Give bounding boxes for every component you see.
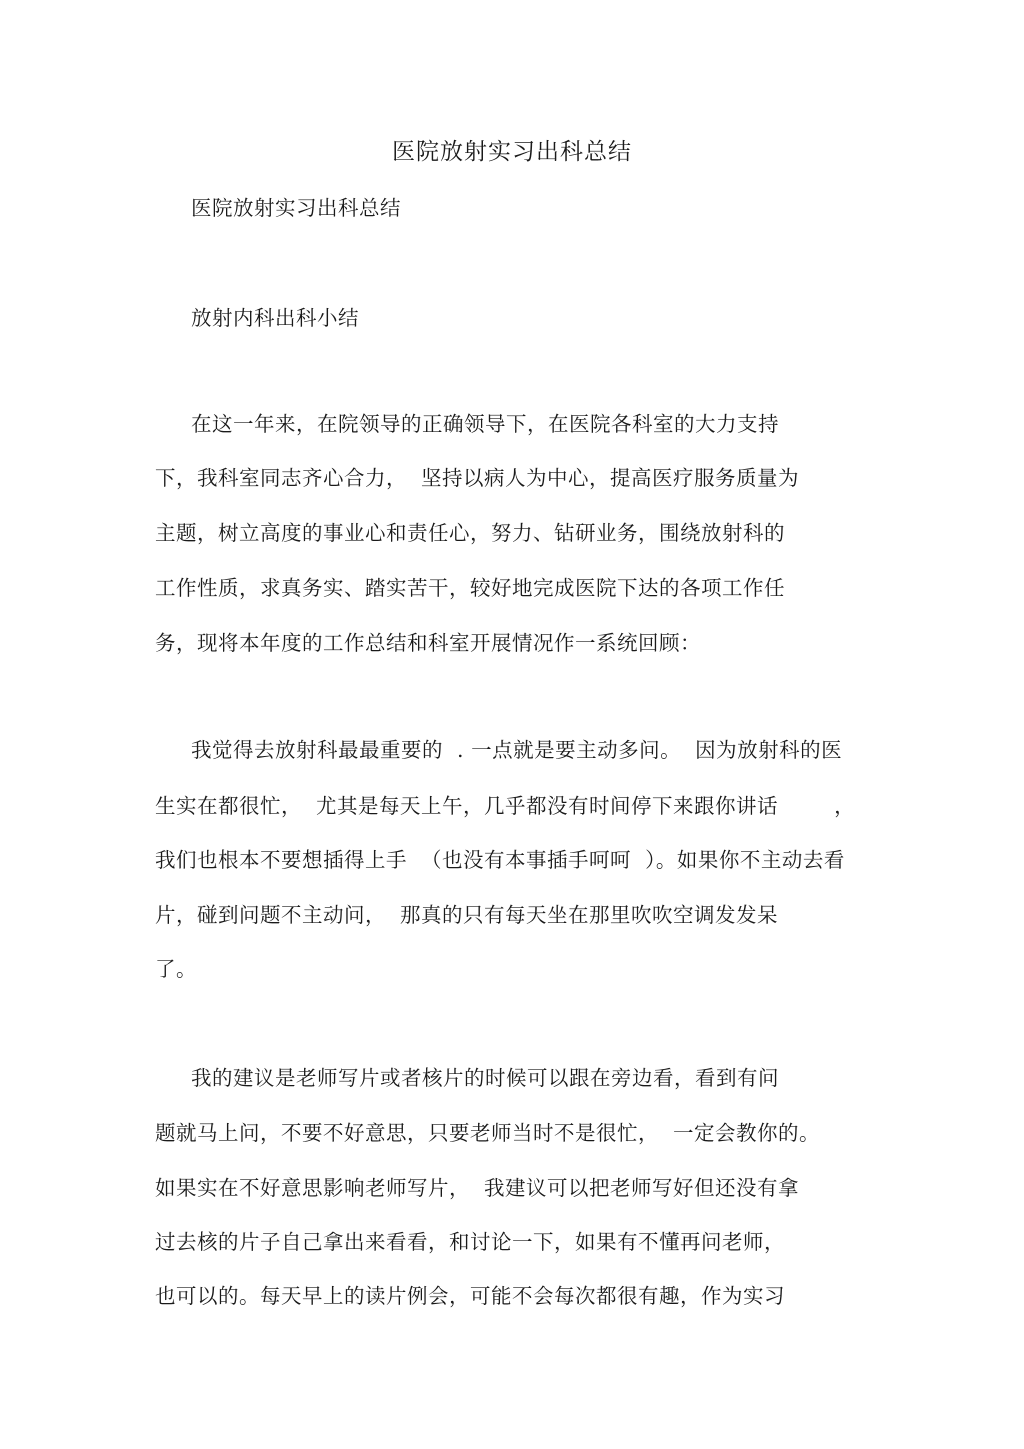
paragraph-line: 在这一年来，在院领导的正确领导下，在医院各科室的大力支持: [191, 412, 779, 436]
paragraph-line: 片，碰到问题不主动问， 那真的只有每天坐在那里吹吹空调发发呆: [155, 903, 779, 927]
paragraph-line: 下，我科室同志齐心合力， 坚持以病人为中心，提高医疗服务质量为: [155, 466, 800, 490]
paragraph-line: 主题，树立高度的事业心和责任心，努力、钻研业务，围绕放射科的: [155, 521, 785, 545]
document-subtitle: 医院放射实习出科总结: [191, 196, 401, 220]
paragraph-line: 了。: [155, 957, 197, 981]
section-heading: 放射内科出科小结: [191, 306, 359, 330]
paragraph-line: 如果实在不好意思影响老师写片， 我建议可以把老师写好但还没有拿: [155, 1176, 800, 1200]
document-title: 医院放射实习出科总结: [392, 139, 632, 165]
paragraph-line: 过去核的片子自己拿出来看看，和讨论一下，如果有不懂再问老师，: [155, 1230, 785, 1254]
paragraph-line: 我的建议是老师写片或者核片的时候可以跟在旁边看，看到有问: [191, 1066, 779, 1090]
paragraph-line: 生实在都很忙， 尤其是每天上午，几乎都没有时间停下来跟你讲话 ，: [155, 794, 856, 818]
paragraph-line: 也可以的。每天早上的读片例会，可能不会每次都很有趣，作为实习: [155, 1284, 785, 1308]
paragraph-line: 题就马上问，不要不好意思，只要老师当时不是很忙， 一定会教你的。: [155, 1121, 821, 1145]
paragraph-line: 我们也根本不要想插得上手 （也没有本事插手呵呵 ）。如果你不主动去看: [155, 848, 845, 872]
paragraph-line: 我觉得去放射科最最重要的 . 一点就是要主动多问。 因为放射科的医: [191, 738, 843, 762]
paragraph-line: 工作性质，求真务实、踏实苦干，较好地完成医院下达的各项工作任: [155, 576, 785, 600]
paragraph-line: 务，现将本年度的工作总结和科室开展情况作一系统回顾：: [155, 631, 701, 655]
